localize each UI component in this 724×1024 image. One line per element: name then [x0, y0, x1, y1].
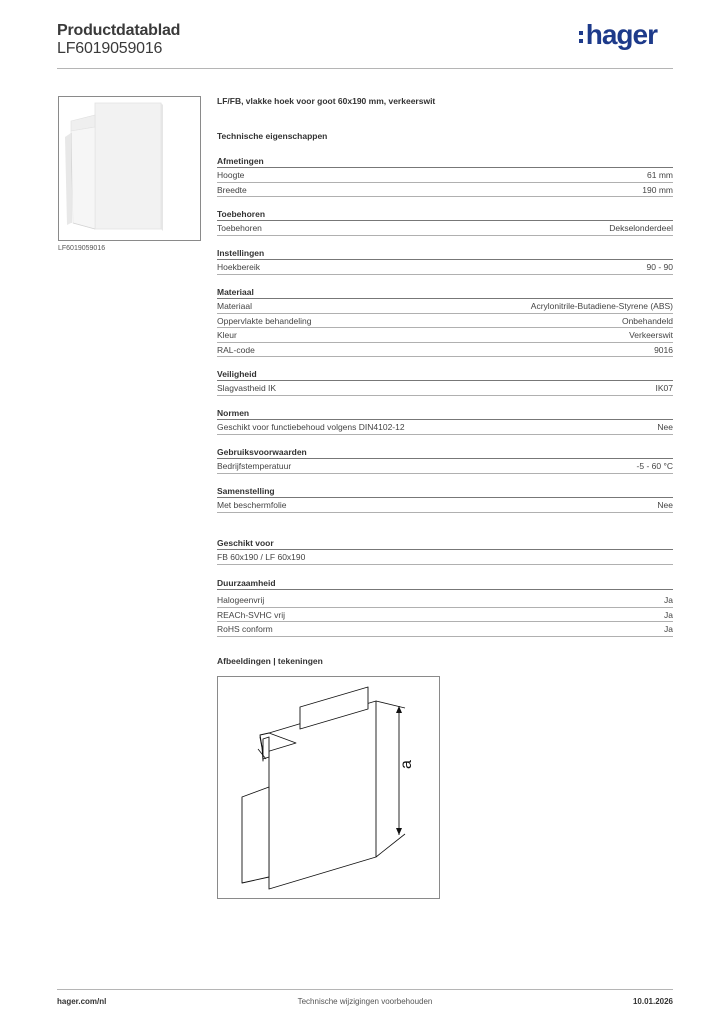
group-composition: [217, 484, 673, 513]
document-title: Productdatablad: [57, 22, 181, 39]
logo-dots-icon: [579, 31, 583, 43]
dimension-label: a: [398, 760, 415, 769]
group-title: Normen: [217, 406, 673, 420]
row-label: REACh-SVHC vrij: [217, 609, 286, 620]
table-row: [217, 328, 673, 343]
group-material: [217, 285, 673, 357]
table-row: [217, 593, 673, 608]
group-accessories: [217, 207, 673, 236]
row-label: Oppervlakte behandeling: [217, 315, 312, 326]
group-title: Materiaal: [217, 285, 673, 299]
group-title: Toebehoren: [217, 207, 673, 221]
group-title: Samenstelling: [217, 484, 673, 498]
table-row: [217, 314, 673, 329]
row-value: 61 mm: [647, 170, 673, 180]
footer-notice: Technische wijzigingen voorbehouden: [297, 997, 433, 1006]
footer-divider: [57, 989, 673, 990]
table-row: [217, 550, 673, 565]
table-row: [217, 168, 673, 183]
table-row: [217, 221, 673, 236]
page-header: [57, 20, 673, 70]
row-label: FB 60x190 / LF 60x190: [217, 552, 306, 562]
group-title: Veiligheid: [217, 367, 673, 381]
row-label: Kleur: [217, 330, 237, 340]
row-value: Nee: [657, 500, 673, 510]
drawings-heading: Afbeeldingen | tekeningen: [217, 656, 323, 666]
row-value: -5 - 60 °C: [636, 461, 673, 471]
row-value: Nee: [657, 422, 673, 432]
table-row: [217, 183, 673, 198]
group-standards: [217, 406, 673, 435]
group-suitable-for: [217, 536, 673, 565]
row-label: Met beschermfolie: [217, 500, 287, 510]
row-value: Dekselonderdeel: [609, 223, 673, 233]
table-row: [217, 260, 673, 275]
photo-caption: LF6019059016: [58, 245, 106, 252]
header-divider: [57, 68, 673, 69]
table-row: [217, 622, 673, 637]
row-label: Toebehoren: [217, 223, 262, 233]
technical-properties-heading: Technische eigenschappen: [217, 131, 328, 141]
row-value: 90 - 90: [646, 262, 673, 272]
table-row: [217, 299, 673, 314]
footer-website-link[interactable]: hager.com/nl: [57, 997, 107, 1006]
row-label: Halogeenvrij: [217, 595, 265, 605]
table-row: [217, 498, 673, 513]
row-label: Materiaal: [217, 301, 252, 311]
group-settings: [217, 246, 673, 275]
product-photo-image: [59, 97, 201, 241]
row-value: IK07: [655, 383, 673, 393]
product-photo: [58, 96, 201, 241]
row-label: Hoekbereik: [217, 262, 260, 272]
group-title: Instellingen: [217, 246, 673, 260]
group-title: Gebruiksvoorwaarden: [217, 445, 673, 459]
row-value: Ja: [664, 624, 673, 634]
table-row: [217, 420, 673, 435]
footer-date: 10.01.2026: [632, 997, 673, 1006]
row-value: Ja: [664, 609, 673, 620]
row-value: Onbehandeld: [621, 315, 673, 326]
row-value: 9016: [654, 344, 673, 355]
technical-drawing-image: [218, 677, 441, 900]
hager-logo: [579, 20, 657, 50]
table-row: [217, 608, 673, 623]
group-conditions-of-use: [217, 445, 673, 474]
table-row: [217, 459, 673, 474]
row-value: Verkeerswit: [629, 330, 673, 340]
document-product-code: LF6019059016: [57, 40, 163, 57]
row-label: Geschikt voor functiebehoud volgens DIN4102-12: [217, 422, 405, 432]
row-label: Breedte: [217, 184, 247, 195]
table-row: [217, 343, 673, 358]
row-label: RAL-code: [217, 344, 255, 355]
table-row: [217, 381, 673, 396]
row-label: Slagvastheid IK: [217, 383, 277, 393]
group-dimensions: [217, 154, 673, 197]
row-label: RoHS conform: [217, 624, 273, 634]
group-title: Geschikt voor: [217, 536, 673, 550]
row-value: 190 mm: [642, 184, 673, 195]
product-title: LF/FB, vlakke hoek voor goot 60x190 mm, verkeerswit: [217, 96, 436, 106]
group-safety: [217, 367, 673, 396]
group-title: Duurzaamheid: [217, 576, 673, 590]
row-label: Bedrijfstemperatuur: [217, 461, 292, 471]
row-value: Ja: [664, 595, 673, 605]
group-sustainability: [217, 576, 673, 637]
row-label: Hoogte: [217, 170, 245, 180]
technical-drawing: [217, 676, 440, 899]
row-value: Acrylonitrile-Butadiene-Styrene (ABS): [530, 301, 673, 311]
logo-text: hager: [585, 19, 657, 50]
group-title: Afmetingen: [217, 154, 673, 168]
